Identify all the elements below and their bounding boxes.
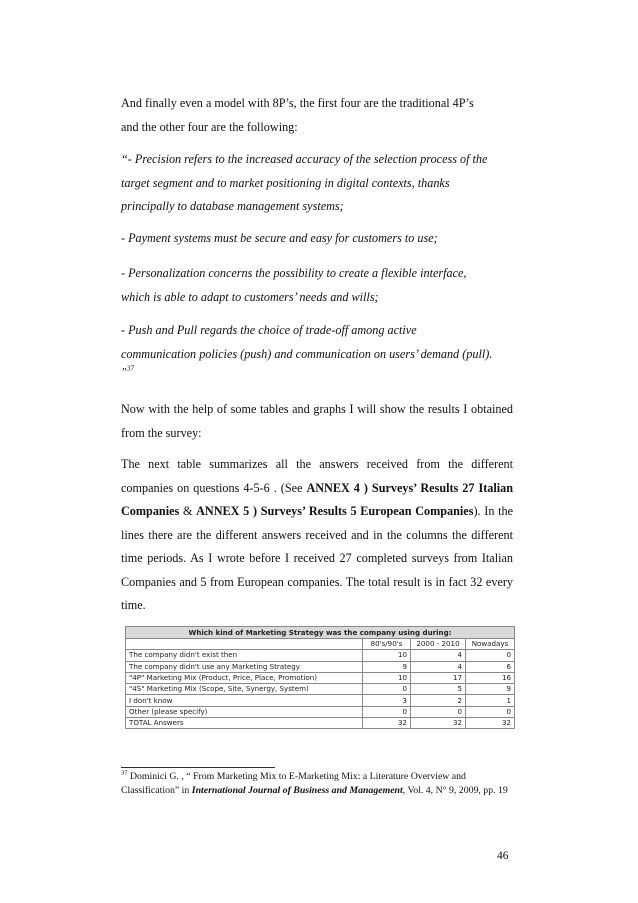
- cell: 0: [411, 706, 466, 717]
- table-row: [126, 650, 515, 661]
- row-label: I don't know: [126, 695, 363, 706]
- intro-paragraph: [121, 92, 513, 139]
- cell: 32: [466, 718, 515, 729]
- cell: 2: [411, 695, 466, 706]
- cell: 32: [411, 718, 466, 729]
- cell: 9: [466, 684, 515, 695]
- row-label: The company didn't exist then: [126, 650, 363, 661]
- next-paragraph: [121, 453, 513, 618]
- cell: 1: [466, 695, 515, 706]
- footnote: [121, 770, 521, 797]
- cell: 5: [411, 684, 466, 695]
- cell: 16: [466, 672, 515, 683]
- quote-payment: [121, 227, 513, 251]
- table-row: [126, 695, 515, 706]
- cell: 4: [411, 661, 466, 672]
- table-row: [126, 672, 515, 683]
- cell: 17: [411, 672, 466, 683]
- quote-close: [121, 363, 513, 380]
- cell: 32: [363, 718, 411, 729]
- intro-line-1: And finally even a model with 8P’s, the first four are the traditional 4P’s: [121, 96, 474, 110]
- cell: 0: [363, 706, 411, 717]
- row-label: Other (please specify): [126, 706, 363, 717]
- footnote-text-1: Dominici G. , “ From Marketing Mix to E-Marketing Mix: a Literature Overview and Classification” in: [121, 771, 466, 796]
- footnote-divider: [121, 767, 275, 768]
- cell: 0: [466, 650, 515, 661]
- row-label: TOTAL Answers: [126, 718, 363, 729]
- payment-line: - Payment systems must be secure and easy for customers to use;: [121, 231, 438, 245]
- precision-line-3: principally to database management systems;: [121, 199, 344, 213]
- table-row: [126, 684, 515, 695]
- table-row-total: [126, 718, 515, 729]
- now-paragraph: Now with the help of some tables and graphs I will show the results I obtained from the survey:: [121, 402, 513, 440]
- table-row: [126, 706, 515, 717]
- col-header: 2000 - 2010: [411, 639, 466, 650]
- personal-line-2: which is able to adapt to customers’ needs and wills;: [121, 289, 379, 304]
- footnote-journal: International Journal of Business and Management: [191, 784, 403, 796]
- cell: 4: [411, 650, 466, 661]
- row-label: "4S" Marketing Mix (Scope, Site, Synergy, System): [126, 684, 363, 695]
- precision-line-1: “- Precision refers to the increased accuracy of the selection process of the: [121, 152, 488, 166]
- precision-line-2: target segment and to market positioning in digital contexts, thanks: [121, 175, 450, 190]
- page-number: 46: [497, 850, 509, 862]
- next-text-3: ). In the lines there are the different answers received and in the columns the different time periods. As I wrote before I received 27 completed surveys from Italian Companies and 5 from European companies. The total result is in fact 32 every time.: [121, 504, 513, 612]
- quote-precision: [121, 148, 513, 219]
- cell: 3: [363, 695, 411, 706]
- cell: 10: [363, 650, 411, 661]
- footnote-text-2: , Vol. 4, N° 9, 2009, pp. 19: [402, 784, 508, 796]
- cell: 6: [466, 661, 515, 672]
- quote-personalization: [121, 262, 513, 309]
- col-header: 80's/90's: [363, 639, 411, 650]
- intro-line-2: and the other four are the following:: [121, 119, 298, 134]
- cell: 10: [363, 672, 411, 683]
- cell: 9: [363, 661, 411, 672]
- cell: 0: [466, 706, 515, 717]
- footnote-ref-37[interactable]: 37: [126, 363, 135, 373]
- table-row: [126, 661, 515, 672]
- push-line-1: - Push and Pull regards the choice of trade-off among active: [121, 323, 417, 337]
- footnote-number: 37: [121, 769, 128, 777]
- row-label: "4P" Marketing Mix (Product, Price, Place, Promotion): [126, 672, 363, 683]
- annex-4-reference: ANNEX 4 ) Surveys’ Results 27 Italian Companies: [121, 480, 514, 518]
- cell: 0: [363, 684, 411, 695]
- quote-close-mark: ”: [121, 367, 127, 378]
- table-corner: [126, 639, 363, 650]
- quote-push-pull: [121, 319, 513, 380]
- table-title: Which kind of Marketing Strategy was the company using during:: [126, 627, 515, 639]
- next-text-1: The next table summarizes all the answers received from the different companies on questions 4-5-6 . (See: [121, 457, 513, 495]
- push-line-2: communication policies (push) and communication on users’ demand (pull).: [121, 346, 493, 361]
- annex-5-reference: ANNEX 5 ) Surveys’ Results 5 European Companies: [196, 504, 474, 518]
- personal-line-1: - Personalization concerns the possibility to create a flexible interface,: [121, 266, 467, 280]
- next-text-2: &: [179, 504, 197, 518]
- col-header: Nowadays: [466, 639, 515, 650]
- row-label: The company didn't use any Marketing Strategy: [126, 661, 363, 672]
- marketing-strategy-table: [125, 626, 514, 729]
